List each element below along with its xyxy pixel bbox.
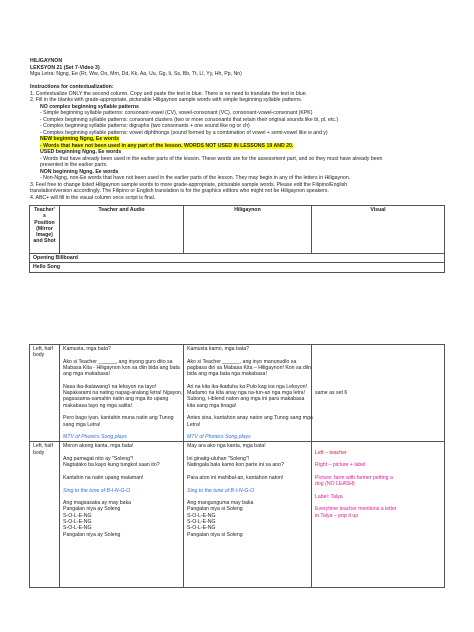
instruction-subitem: - Complex beginning syllable patterns: consonant clusters (two or more consonants that retain their original sounds like bl, pl, etc.): [40, 116, 339, 123]
col-header-teacher: Teacher and Audio: [60, 206, 184, 254]
hiligaynon-line: Antes sina, kantahon anay naton ang Tunog sang mga: [187, 415, 313, 422]
instruction-subitem: - Complex beginning syllable patterns: vowel diphthongs (sound formed by a combination of vowel + semi-vowel like w and y): [40, 129, 328, 136]
song-line: Pangalan niya ay Soleng: [63, 531, 121, 538]
hiligaynon-line: Letra!: [187, 421, 201, 428]
visual-note: dog (NO LEASH): [315, 481, 355, 488]
song-line: Pangalan niya si Soleng: [187, 506, 243, 513]
teacher-line: Pero bago iyan, kantahin muna natin ang Tunog: [63, 415, 174, 422]
instruction-subitem: - Simple beginning syllable patterns: consonant-vowel (CV), vowel-consonant (VC), consonant-vowel-consonant (KPK): [40, 110, 313, 116]
teacher-line: Meron akong kanta, mga bata!: [63, 443, 134, 450]
document-title: HILIGAYNON: [30, 58, 63, 64]
hiligaynon-line: kita sang mga tinaga!: [187, 402, 237, 409]
hiligaynon-line: Para aton ini mahibal-an, kantahon naton!: [187, 474, 284, 481]
visual-note: Everytime teacher mentions a letter: [315, 506, 397, 513]
lesson-table-body: [29, 344, 445, 588]
song-line: S-O-L-E-NG: [63, 519, 92, 526]
col-header-visual: Visual: [312, 206, 445, 254]
teacher-blue-note: Sing to the tune of B-I-N-G-O: [63, 487, 131, 494]
hiligaynon-line: Ari na kita ika-ikaduha ka Pulo kag isa nga Leksyon!: [187, 383, 307, 390]
col-header-hiligaynon: Hiligaynon: [184, 206, 312, 254]
song-line: Ang magsasaka ay may baka: [63, 500, 132, 507]
song-line: S-O-L-E-NG: [63, 512, 92, 519]
row1-position: Left, half body: [30, 345, 60, 442]
instruction-item: 3. Feel free to change listed Hiligaynon sample words to more grade-appropriate, picturable sample words. Please edit the Filipino/English: [30, 181, 348, 188]
hiligaynon-line: pagbasa diri sa Mabasa Kita – Hiligaynon! Kon sa diin: [187, 364, 311, 371]
visual-note: Picture: farm with farmer petting a: [315, 474, 393, 481]
teacher-line: Napakarami na nating napag-aralang letra! Ngayon,: [63, 390, 183, 397]
hiligaynon-blue-note: MTV of Phonics Song plays: [187, 434, 251, 441]
teacher-line: Kamusta, mga bata?: [63, 346, 111, 352]
song-line: S-O-L-E-NG: [63, 525, 92, 532]
teacher-line: pagsasama-samahin natin ang mga ito upang: [63, 396, 169, 403]
row1-hiligaynon-cell: [184, 345, 312, 442]
lesson-title: LEKSYON 21 (Set 7-Video 3): [30, 64, 100, 71]
used-heading: USED beginning Ngng, Ee words: [40, 149, 122, 155]
teacher-line: makabasa tayo ng mga salita!: [63, 402, 132, 409]
song-line: S-O-L-E-NG: [187, 525, 216, 532]
new-beginning-heading: NEW beginning Ngng, Ee words: [40, 136, 119, 142]
no-complex-heading: NO complex beginning syllable patterns: [40, 103, 139, 110]
row1-visual: same as set 6: [312, 345, 445, 442]
row2-hiligaynon-cell: [184, 442, 312, 588]
teacher-line: Ang pamagat nito ay "Soleng"!: [63, 456, 134, 463]
instruction-item: 1. Contextualize ONLY the second column. Copy and paste the text in blue. There is no need to translate the text in blue.: [30, 90, 308, 97]
teacher-line: sang mga Letra!: [63, 421, 101, 428]
hiligaynon-line: bida ang mga bata nga makabasa!: [187, 371, 267, 378]
song-line: Pangalan niya si Soleng: [187, 531, 243, 538]
song-line: Pangalan niya ay Soleng: [63, 506, 121, 513]
hiligaynon-line: May ara ako nga kanta, mga bata!: [187, 443, 266, 450]
lesson-table-header: [29, 205, 445, 273]
song-line: S-O-L-E-NG: [187, 512, 216, 519]
row2-position: Left, half body: [30, 442, 60, 588]
song-line: Ang mangunguma may baka: [187, 500, 254, 507]
instruction-subitem: - Complex beginning syllable patterns: digraphs (two consonants + one sound like ng or ch): [40, 123, 250, 129]
visual-note: Label: Talya: [315, 493, 343, 500]
row-opening-billboard: Opening Billboard: [30, 254, 445, 263]
instruction-item: translation/version accordingly. The Filipino or English translation is for the graphics editors who might not be Hiligaynon speakers.: [30, 188, 329, 194]
visual-note: Left – teacher: [315, 449, 347, 456]
hiligaynon-line: Ako si Teacher ______, ang inyo manunudlo sa: [187, 358, 297, 365]
instruction-subitem: - Words that have already been used in the earlier parts of the lesson. These words are for the assessment part, and so they must have already been: [40, 155, 383, 162]
hiligaynon-line: Kamusta kamo, mga bata?: [187, 346, 249, 352]
row1-teacher-cell: [60, 345, 184, 442]
hiligaynon-line: Natingala bala kamo kon parte ini sa ano?: [187, 462, 284, 469]
teacher-line: Mabasa Kita - Hiligaynon kon sa diin bida ang bata: [63, 364, 180, 371]
teacher-blue-note: MTV of Phonics Song plays: [63, 434, 127, 441]
teacher-line: Ako si Teacher ______, ang inyong guro dito sa: [63, 358, 173, 365]
teacher-line: Nasa ika-ikalawang'i na leksyon na tayo!: [63, 383, 157, 390]
visual-note: Right – picture + label: [315, 462, 366, 469]
teacher-line: Nagtatako ba kayo kung tungkol saan ito?: [63, 462, 160, 469]
hiligaynon-line: Ini ginatig-uluhan "Soleng"!: [187, 456, 250, 463]
row-hello-song: Hello Song: [30, 263, 445, 272]
instruction-item: 2. Fill in the blanks with grade-appropriate, picturable Hiligaynon sample words with simple beginning syllable patterns.: [30, 97, 303, 103]
hiligaynon-line: Madamo na kita anay nga na-tun-an nga mga letra!: [187, 390, 305, 397]
instructions-heading: Instructions for contextualization:: [30, 84, 114, 90]
hiligaynon-blue-note: Sing to the tune of B-I-N-G-O: [187, 487, 255, 494]
teacher-line: ang mga makabasa!: [63, 371, 111, 378]
teacher-line: Kantahin na natin upang malaman!: [63, 474, 144, 481]
song-line: S-O-L-E-NG: [187, 519, 216, 526]
instruction-subitem: presented in the earlier parts.: [40, 162, 108, 168]
row2-visual-cell: [312, 442, 445, 588]
non-heading: NON beginning Ngng, Ee words: [40, 168, 119, 175]
instruction-subitem: - Non-Ngng, non-Ee words that have not been used in the earlier parts of the lesson. They may begin in any of the letters in Hiligaynon.: [40, 175, 351, 181]
col-header-position: Teacher' s Position (Mirror Image) and Shot: [30, 206, 60, 254]
letters-line: Mga Letra: Ngng, Ee (Rr, Ww, Oo, Mm, Dd, Kk, Aa, Uu, Gg, Ii, Ss, Bb, Tt, Ll, Yy, Hh, Pp, Nn): [30, 71, 242, 77]
new-beginning-item: - Words that have not been used in any part of the lesson. WORDS NOT USED IN LESSONS 19 AND 20.: [40, 142, 294, 149]
visual-note: in Talya – pop it up: [315, 512, 359, 519]
row2-teacher-cell: [60, 442, 184, 588]
instruction-item: 4. ABC+ will fill in the visual column once script is final.: [30, 194, 156, 201]
hiligaynon-line: Subong, i-iblend naton ang mga ini para makabasa: [187, 396, 305, 403]
